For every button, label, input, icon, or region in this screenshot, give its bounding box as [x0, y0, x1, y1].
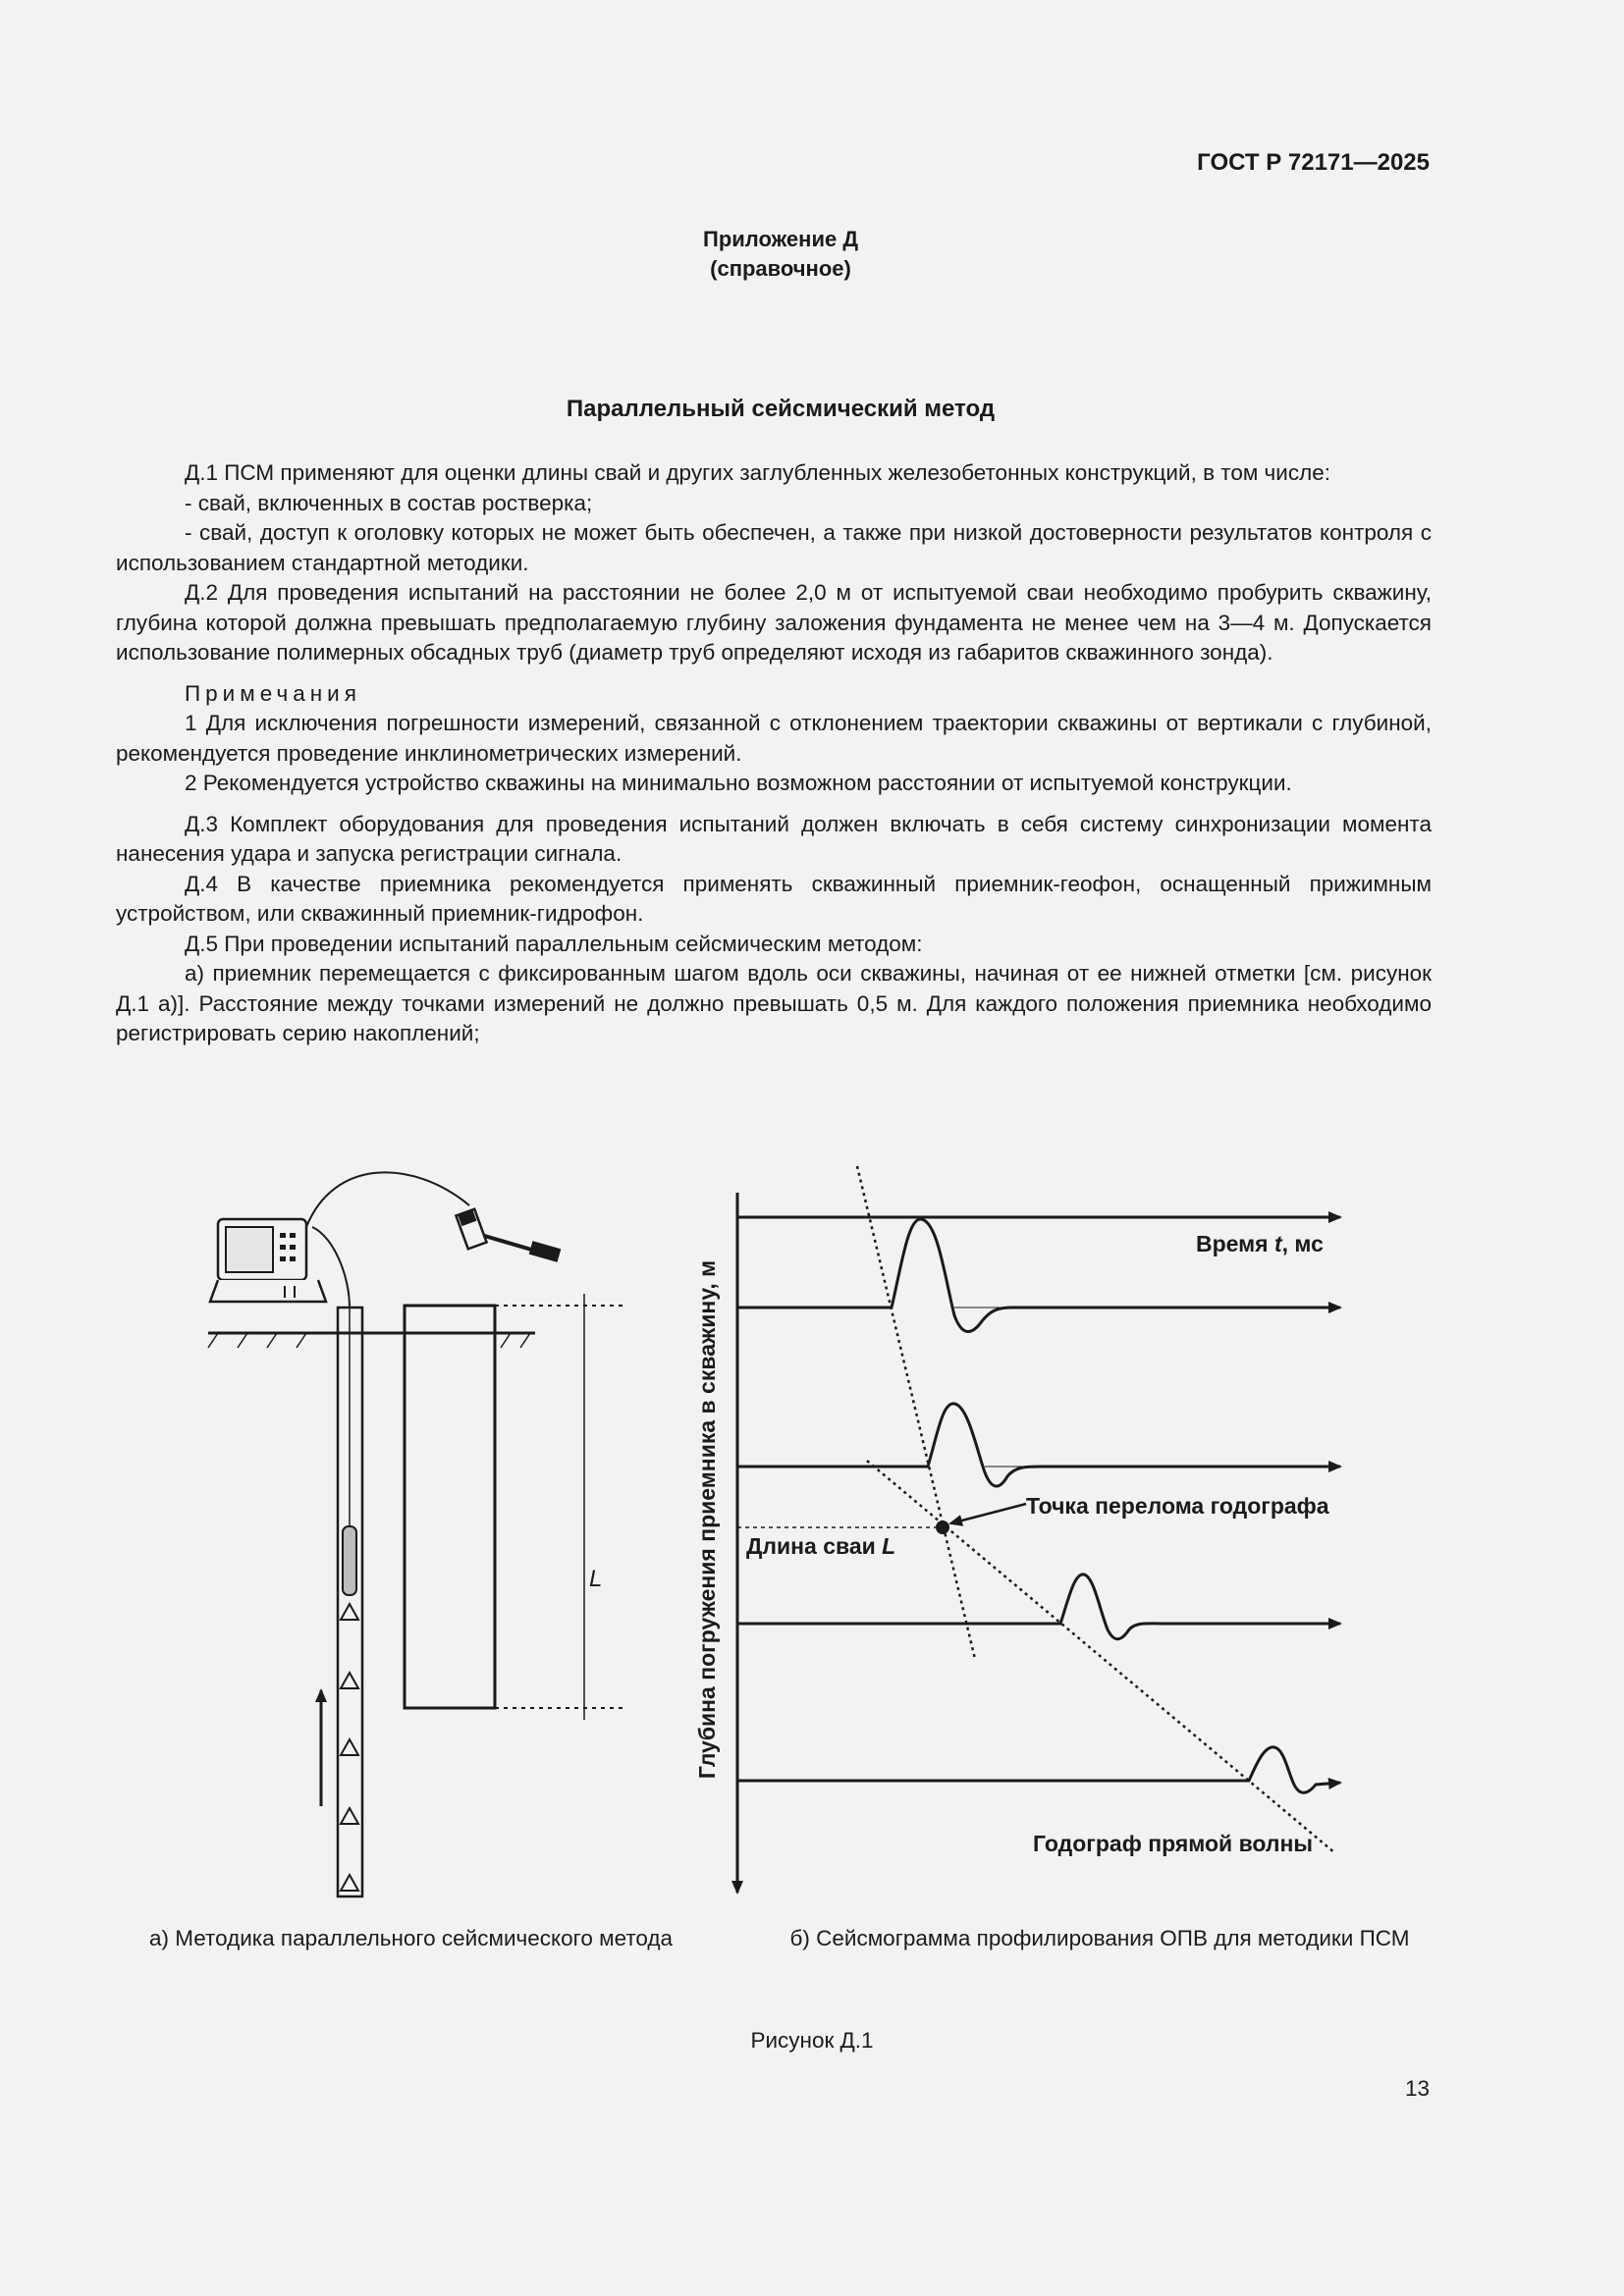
page-number: 13 — [1404, 2076, 1430, 2101]
paragraph-d3: Д.3 Комплект оборудования для проведения испытаний должен включать в себя систему синхронизации момента нанесения удара и запуска регистрации сигнала. — [116, 811, 1432, 866]
caption-a: а) Методика параллельного сейсмического метода — [149, 1926, 674, 1950]
notes-heading: Примечания — [185, 680, 361, 706]
pile-length-label-a: L — [589, 1566, 603, 1592]
pile-length-label-b: Длина сваи L — [746, 1533, 896, 1559]
paragraph-d4: Д.4 В качестве приемника рекомендуется применять скважинный приемник-геофон, оснащенный прижимным устройством, или скважинный приемник-гидрофон. — [116, 871, 1432, 926]
document-code: ГОСТ Р 72171—2025 — [1197, 149, 1430, 176]
paragraph-d5-a: а) приемник перемещается с фиксированным шагом вдоль оси скважины, начиная от ее нижней отметки [см. рисунок Д.1 а)]. Расстояние между точками измерений не должно превышать 0,5 м. Для каждого положения приемника необходимо регистрировать серию накоплений; — [116, 961, 1432, 1045]
trace-4 — [737, 1747, 1340, 1792]
hodograph-direct-wave — [867, 1461, 1335, 1853]
break-point-arrow — [950, 1504, 1026, 1523]
annex-heading — [0, 225, 1561, 284]
break-point-marker — [936, 1521, 949, 1534]
annex-subtitle: (справочное) — [710, 256, 851, 281]
annex-title: Приложение Д — [703, 227, 858, 251]
receiver-probe — [343, 1526, 356, 1595]
note-1: 1 Для исключения погрешности измерений, связанной с отклонением траектории скважины от вертикали с глубиной, рекомендуется проведение инклинометрических измерений. — [116, 711, 1432, 766]
x-axis-label: Время t, мс — [1196, 1231, 1324, 1256]
diagram-a — [208, 1172, 624, 1896]
body-text — [116, 458, 1432, 1049]
trace-3 — [737, 1575, 1340, 1639]
hammer — [456, 1209, 561, 1262]
laptop — [210, 1219, 326, 1302]
break-point-label: Точка перелома годографа — [1026, 1493, 1329, 1519]
paragraph-d2: Д.2 Для проведения испытаний на расстоянии не более 2,0 м от испытуемой сваи необходимо пробурить скважину, глубина которой должна превышать предполагаемую глубину заложения фундамента не менее чем на 3—4 м. Допускается использование полимерных обсадных труб (диаметр труб определяют исходя из габаритов скважинного зонда). — [116, 580, 1432, 665]
y-axis-label: Глубина погружения приемника в скважину, м — [694, 1259, 720, 1780]
paragraph-d1: Д.1 ПСМ применяют для оценки длины свай и других заглубленных железобетонных конструкций, в том числе: — [185, 460, 1330, 485]
figure-title: Рисунок Д.1 — [750, 2028, 874, 2053]
diagram-b — [737, 1166, 1340, 1893]
section-title: Параллельный сейсмический метод — [566, 396, 996, 422]
pile — [405, 1306, 495, 1708]
measurement-points — [341, 1604, 358, 1891]
paragraph-d1-item2: - свай, доступ к оголовку которых не может быть обеспечен, а также при низкой достоверности результатов контроля с использованием стандартной методики. — [116, 520, 1432, 575]
paragraph-d5: Д.5 При проведении испытаний параллельным сейсмическим методом: — [185, 931, 923, 956]
hodograph-upper — [857, 1166, 975, 1659]
direct-wave-label: Годограф прямой волны — [1033, 1831, 1314, 1856]
paragraph-d1-item1: - свай, включенных в состав ростверка; — [185, 490, 593, 515]
note-2: 2 Рекомендуется устройство скважины на минимально возможном расстоянии от испытуемой конструкции. — [185, 771, 1292, 795]
caption-b: б) Сейсмограмма профилирования ОПВ для методики ПСМ — [789, 1926, 1410, 1950]
trace-2 — [737, 1404, 1340, 1486]
figure-d1 — [0, 1148, 1624, 1993]
